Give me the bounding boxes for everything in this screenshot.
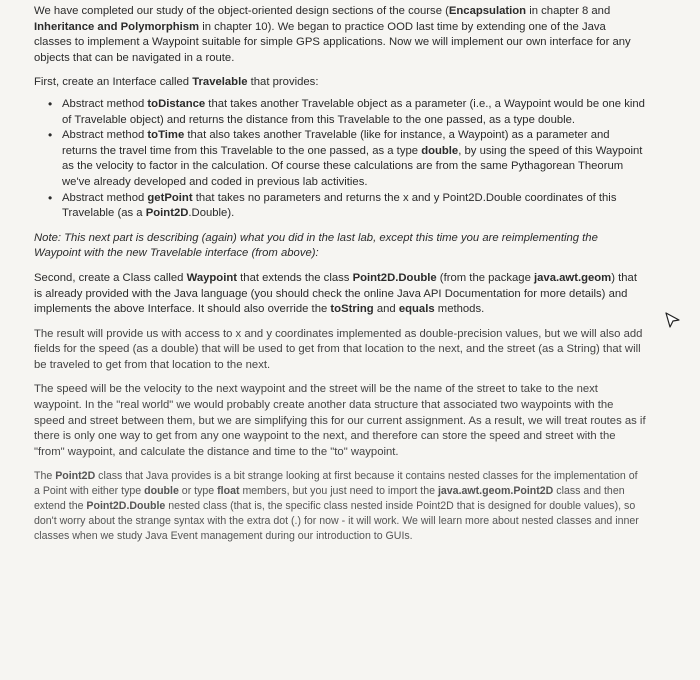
result-paragraph: The result will provide us with access to x and y coordinates implemented as double-precision values, but we will also add fields for the speed (as a double) that will be used to get from that location to the next, and the street (as a String) that will be traveled to get from that location to the next. xyxy=(34,327,643,371)
mouse-cursor-icon xyxy=(664,311,682,329)
inheritance-term: Inheritance and Polymorphism xyxy=(34,20,200,33)
method-list xyxy=(34,97,646,222)
interface-paragraph: First, create an Interface called Travelable that provides: xyxy=(34,76,319,89)
intro-paragraph: We have completed our study of the object-oriented design sections of the course (Encapsulation in chapter 8 and Inheritance and Polymorphism in chapter 10). We began to practice OOD last time by extending one of the Java classes to implement a Waypoint suitable for simple GPS applications. Now we will implement our own interface for any objects that can be navigated in a route. xyxy=(34,5,631,64)
point2d-paragraph: The Point2D class that Java provides is a bit strange looking at first because it contains nested classes for the implementation of a Point with either type double or type float members, but you just need to import the java.awt.geom.Point2D class and then extend the Point2D.Double nested class (that is, the specific class nested inside Point2D that is designed for double values), so don't worry about the strange syntax with the extra dot (.) for now - it will work. We will learn more about nested classes and inner classes when we study Java Event management during our introduction to GUIs. xyxy=(34,470,639,543)
speed-paragraph: The speed will be the velocity to the next waypoint and the street will be the name of the street to take to the next waypoint. In the "real world" we would probably create another data structure that associated two waypoints with the speed and street between them, but we are simplifying this for our current assignment. As a result, we will treat routes as if there is only one way to get from any one waypoint to the next, and therefore can store the speed and street with the "from" waypoint, and calculate the distance and time to the "to" waypoint. xyxy=(34,383,646,458)
list-item-totime: • Abstract method toTime that also takes another Travelable (like for instance, a Waypoint) as a parameter and returns the travel time from this Travelable to the one passed, as a type double, by using the speed of this Waypoint as the velocity to factor in the calculation. Of course these calculations are from the same Pythagorean Theorum we've already developed and coded in previous lab activities. xyxy=(62,128,646,190)
assignment-document xyxy=(34,2,646,544)
list-item-getpoint: • Abstract method getPoint that takes no parameters and returns the x and y Point2D.Double coordinates of this Travelable (as a Point2D.Double). xyxy=(62,191,646,222)
encapsulation-term: Encapsulation xyxy=(448,5,527,17)
second-paragraph: Second, create a Class called Waypoint that extends the class Point2D.Double (from the package java.awt.geom) that is already provided with the Java language (you should check the online Java API Documentation for more details) and implements the above Interface. It should also override the toString and equals methods. xyxy=(34,271,637,316)
note-paragraph: Note: This next part is describing (again) what you did in the last lab, except this time you are reimplementing the Waypoint with the new Travelable interface (from above): xyxy=(34,231,598,260)
travelable-term: Travelable xyxy=(192,76,248,89)
list-item-todistance: • Abstract method toDistance that takes another Travelable object as a parameter (i.e., a Waypoint would be one kind of Travelable object) and returns the distance from this Travelable to the one passed, as a type double. xyxy=(62,97,646,128)
